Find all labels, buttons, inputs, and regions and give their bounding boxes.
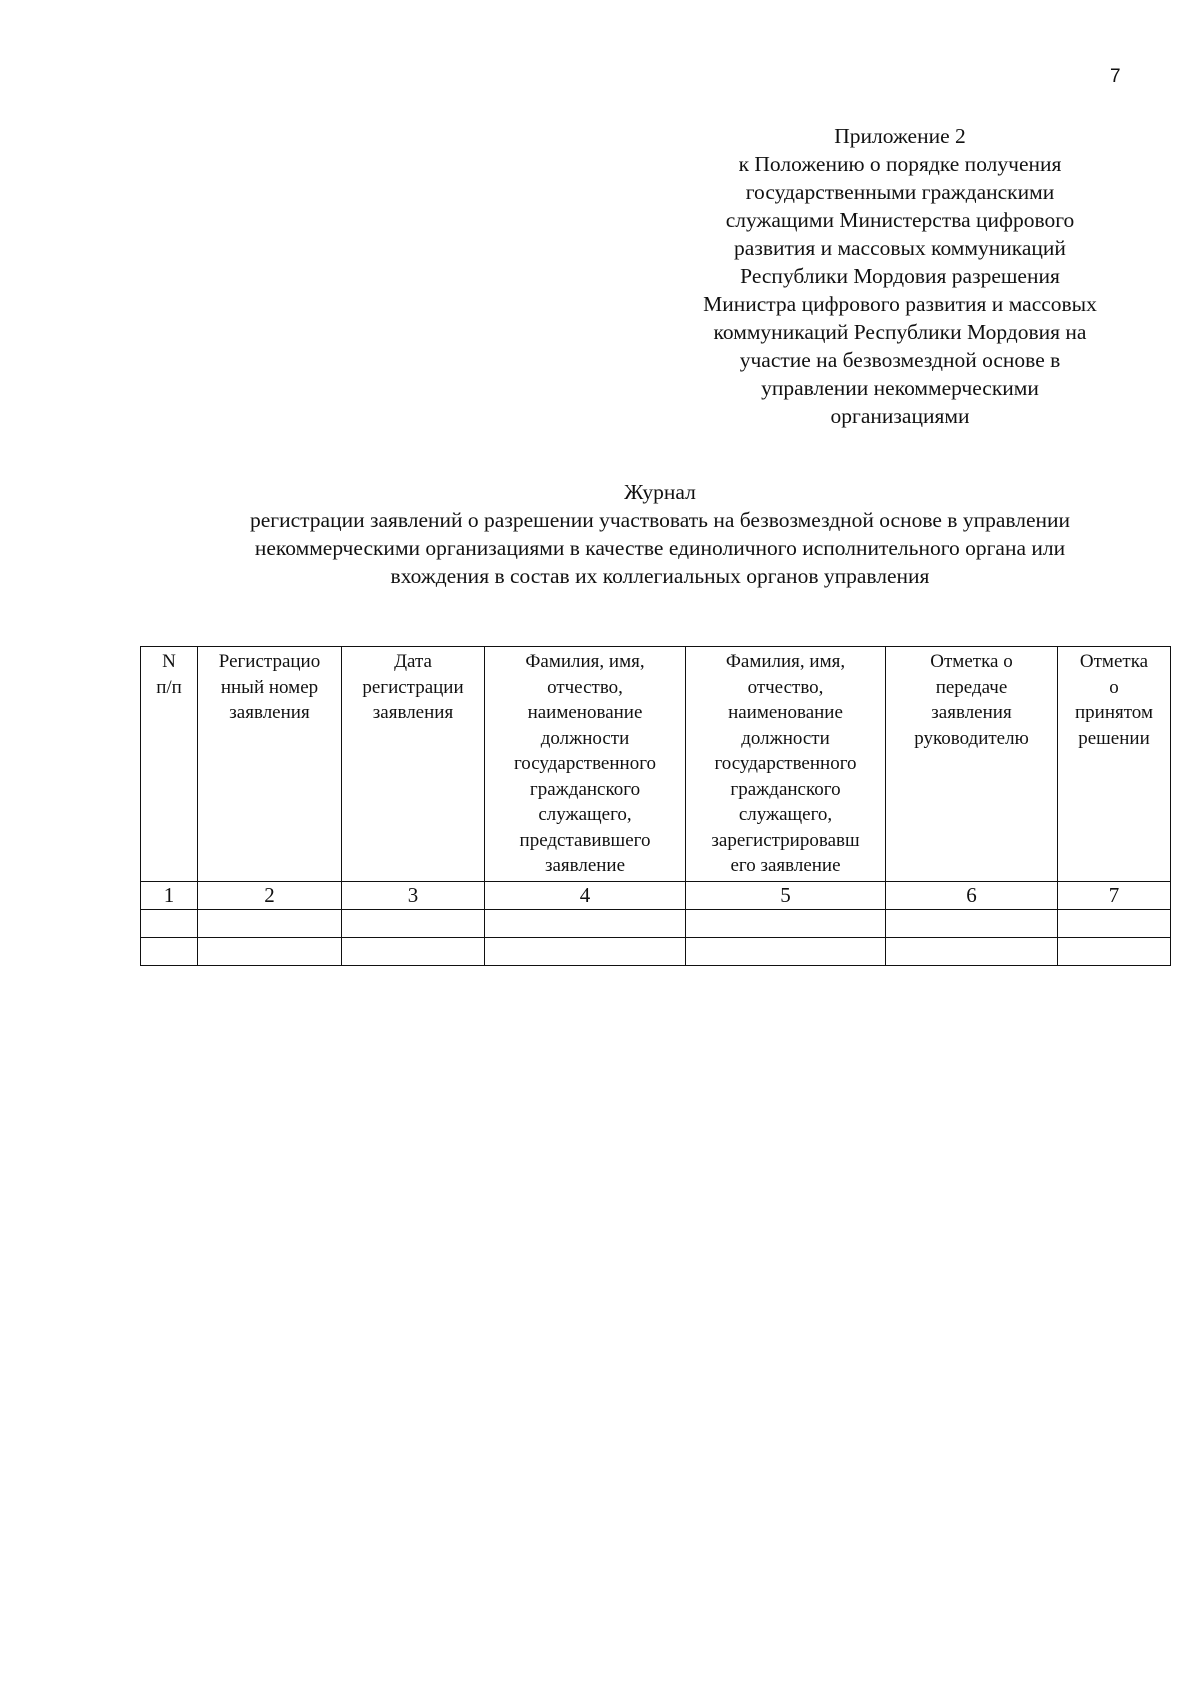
column-header-line: принятом — [1075, 702, 1153, 723]
column-header-6 — [886, 647, 1058, 882]
column-header-line: зарегистрировавш — [711, 829, 860, 851]
column-header-2 — [198, 647, 342, 882]
column-header-line: Фамилия, имя, — [525, 651, 645, 672]
column-header-line: заявление — [544, 855, 626, 876]
table-row — [141, 909, 1171, 937]
column-header-line: Фамилия, имя, — [725, 651, 846, 672]
column-header-line: отчество, — [747, 676, 824, 698]
page-number: 7 — [1110, 66, 1121, 87]
empty-cell — [485, 909, 686, 937]
column-header-line: Дата — [394, 651, 432, 672]
column-header-4 — [485, 647, 686, 882]
empty-cell — [141, 909, 198, 937]
column-header-line: представившего — [519, 829, 651, 851]
column-number-cell: 6 — [886, 881, 1058, 909]
column-number-cell: 4 — [485, 881, 686, 909]
column-header-line: служащего, — [538, 804, 632, 825]
column-header-line: наименование — [527, 702, 643, 723]
column-header-line: о — [1109, 676, 1119, 698]
empty-cell — [686, 937, 886, 965]
empty-cell — [1058, 909, 1171, 937]
appendix-line: участие на безвозмездной основе в — [739, 348, 1061, 372]
appendix-heading — [660, 122, 1140, 430]
column-header-line: наименование — [728, 702, 843, 723]
appendix-line: к Положению о порядке получения — [738, 152, 1062, 176]
empty-cell — [686, 909, 886, 937]
table-row — [141, 937, 1171, 965]
column-number-cell: 2 — [198, 881, 342, 909]
column-header-line: решении — [1078, 727, 1150, 749]
column-header-line: регистрации — [362, 676, 464, 698]
column-header-line: служащего, — [738, 804, 833, 825]
column-header-line: заявления — [931, 702, 1012, 723]
column-header-line: гражданского — [730, 778, 841, 800]
journal-title: Журнал — [624, 480, 696, 504]
appendix-line: служащими Министерства цифрового — [725, 208, 1075, 232]
column-header-line: нный номер — [220, 676, 319, 698]
empty-cell — [342, 937, 485, 965]
column-header-line: должности — [540, 727, 630, 749]
registration-journal-table — [140, 646, 1171, 966]
column-header-line: п/п — [156, 676, 182, 698]
appendix-line: развития и массовых коммуникаций — [734, 236, 1066, 260]
column-header-line: руководителю — [914, 727, 1029, 749]
journal-subtitle-line: некоммерческими организациями в качестве единоличного исполнительного органа или — [254, 536, 1066, 560]
column-header-line: его заявление — [730, 855, 841, 876]
appendix-line: коммуникаций Республики Мордовия на — [713, 320, 1087, 344]
appendix-line: управлении некоммерческими — [761, 376, 1039, 400]
empty-cell — [886, 909, 1058, 937]
column-header-3 — [342, 647, 485, 882]
column-header-line: государственного — [513, 753, 657, 774]
empty-cell — [141, 937, 198, 965]
empty-cell — [342, 909, 485, 937]
journal-subtitle-line: вхождения в состав их коллегиальных органов управления — [390, 564, 930, 588]
journal-heading — [140, 478, 1180, 590]
column-header-line: заявления — [229, 702, 310, 723]
appendix-line: Приложение 2 — [834, 124, 966, 148]
column-header-line: отчество, — [547, 676, 623, 698]
empty-cell — [485, 937, 686, 965]
column-number-cell: 3 — [342, 881, 485, 909]
column-header-line: Отметка — [1079, 651, 1149, 672]
column-header-line: Регистрацио — [218, 651, 321, 672]
empty-cell — [198, 909, 342, 937]
column-header-line: заявления — [372, 702, 454, 723]
column-header-line: передаче — [935, 676, 1008, 698]
journal-subtitle-line: регистрации заявлений о разрешении участвовать на безвозмездной основе в управлении — [249, 508, 1071, 532]
empty-cell — [198, 937, 342, 965]
empty-cell — [886, 937, 1058, 965]
table-header-row — [141, 647, 1171, 882]
appendix-line: Республики Мордовия разрешения — [740, 264, 1060, 288]
column-header-7 — [1058, 647, 1171, 882]
appendix-line: Министра цифрового развития и массовых — [703, 292, 1097, 316]
column-number-cell: 1 — [141, 881, 198, 909]
appendix-line: организациями — [830, 404, 970, 428]
column-header-line: гражданского — [529, 778, 641, 800]
column-header-1 — [141, 647, 198, 882]
empty-cell — [1058, 937, 1171, 965]
column-header-line: Отметка о — [930, 651, 1013, 672]
column-number-row — [141, 881, 1171, 909]
column-header-line: N — [162, 651, 176, 672]
column-header-line: должности — [741, 727, 830, 749]
column-header-line: государственного — [714, 753, 857, 774]
column-number-cell: 5 — [686, 881, 886, 909]
column-header-5 — [686, 647, 886, 882]
appendix-line: государственными гражданскими — [745, 180, 1055, 204]
column-number-cell: 7 — [1058, 881, 1171, 909]
